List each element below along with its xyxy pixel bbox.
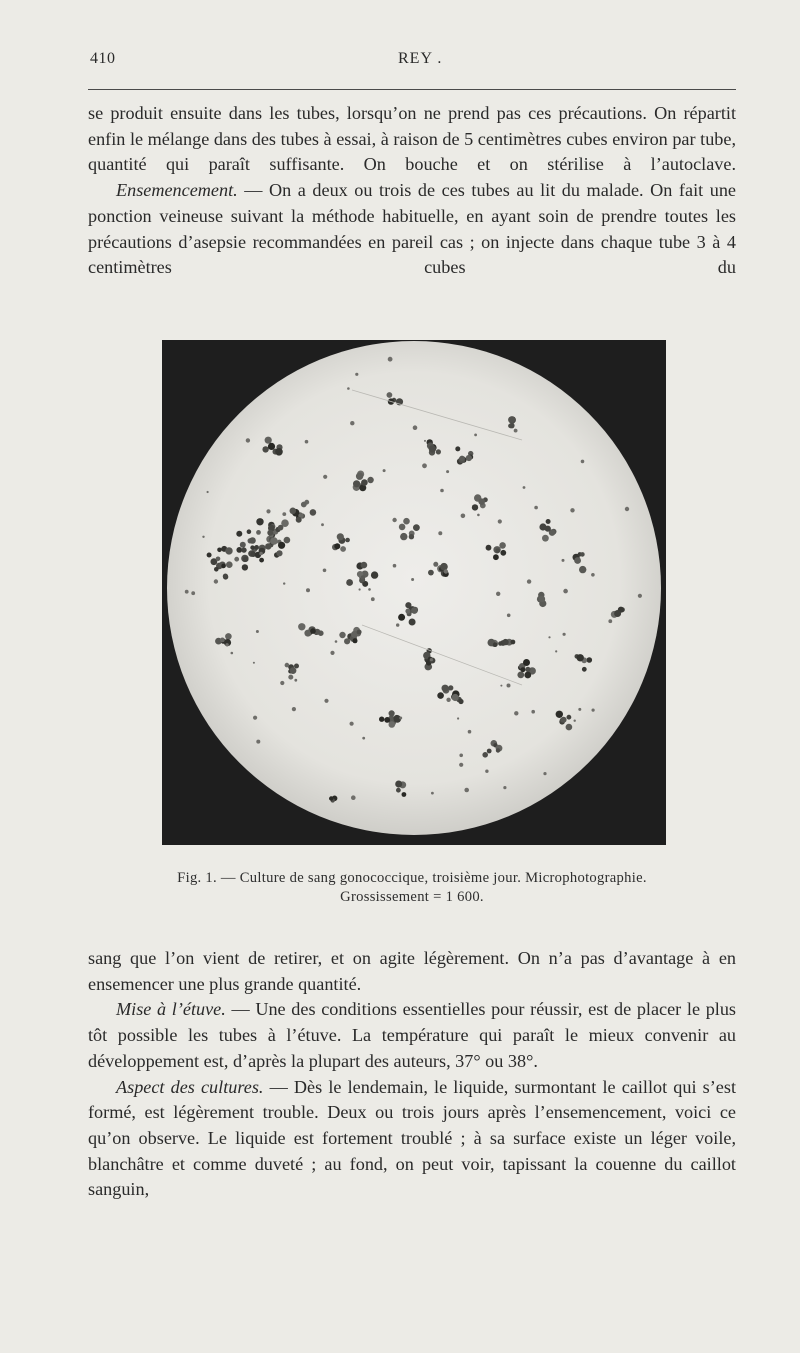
coccus-cell — [428, 570, 434, 576]
coccus-cell — [437, 692, 444, 699]
coccus-cell — [301, 502, 307, 508]
coccus-cell — [433, 562, 438, 567]
speck — [591, 573, 595, 577]
coccus-cell — [357, 630, 362, 635]
coccus-cell — [405, 609, 410, 614]
speck — [256, 740, 260, 744]
coccus-cell — [499, 542, 506, 549]
paragraph-text: — On a deux ou trois de ces tubes au lit du malade. On fait une ponction veineuse suivant la méthode habituelle, en ayant soin de prendre toutes les précautions d’asepsie recommandées en pareil cas ; on injecte dans chaque tube 3 à 4 centimètres cubes du — [88, 180, 736, 278]
coccus-cell — [539, 596, 546, 603]
coccus-cell — [436, 449, 441, 454]
coccus-cell — [254, 545, 259, 550]
coccus-cell — [267, 530, 273, 536]
coccus-cell — [249, 537, 256, 544]
speck — [500, 685, 502, 687]
coccus-cell — [217, 548, 222, 553]
coccus-cell — [580, 552, 585, 557]
speck — [574, 720, 576, 722]
page-number: 410 — [90, 50, 116, 67]
coccus-cell — [398, 614, 405, 621]
coccus-cell — [265, 437, 272, 444]
coccus-cell — [498, 641, 503, 646]
coccus-cell — [234, 557, 239, 562]
speck — [292, 707, 296, 711]
speck — [392, 518, 396, 522]
coccus-cell — [413, 524, 420, 531]
speck — [282, 512, 286, 516]
speck — [562, 559, 565, 562]
speck — [514, 711, 518, 715]
speck — [468, 730, 472, 734]
speck — [625, 507, 629, 511]
speck — [563, 633, 566, 636]
speck — [459, 763, 463, 767]
coccus-cell — [367, 477, 373, 483]
coccus-cell — [500, 550, 506, 556]
speck — [335, 640, 338, 643]
coccus-cell — [389, 710, 395, 716]
running-title: REY . — [398, 50, 443, 67]
speck — [431, 792, 434, 795]
coccus-cell — [284, 537, 291, 544]
speck — [231, 652, 234, 655]
coccus-cell — [487, 749, 492, 754]
coccus-cell — [411, 607, 418, 614]
coccus-cell — [361, 575, 366, 580]
speck — [266, 509, 270, 513]
coccus-cell — [214, 567, 219, 572]
speck — [362, 737, 365, 740]
speck — [438, 531, 442, 535]
speck — [259, 552, 263, 556]
paragraph-text: sang que l’on vient de retirer, et on agite légèrement. On n’a pas d’avantage à en ensemencer une plus grande quantité. — [88, 948, 736, 994]
coccus-cell — [472, 504, 478, 510]
coccus-cell — [285, 663, 290, 668]
coccus-cell — [520, 667, 525, 672]
paragraph — [88, 946, 736, 997]
coccus-cell — [256, 530, 261, 535]
speck — [592, 709, 595, 712]
speck — [514, 429, 516, 431]
speck — [323, 569, 327, 573]
paragraph-text: se produit ensuite dans les tubes, lorsqu’on ne prend pas ces précautions. On répartit enfin le mélange dans des tubes à essai, à raison de 5 centimètres cubes environ par tube, quantité qui paraît suffisante. On bouche et on stérilise à l’autoclave. — [88, 103, 736, 175]
coccus-cell — [400, 533, 407, 540]
speck — [371, 597, 375, 601]
coccus-cell — [396, 788, 401, 793]
speck — [548, 636, 550, 638]
speck — [498, 519, 502, 523]
coccus-cell — [221, 564, 226, 569]
speck — [608, 619, 612, 623]
coccus-cell — [539, 523, 546, 530]
speck — [359, 588, 361, 590]
coccus-cell — [220, 638, 225, 643]
speck — [351, 795, 356, 800]
speck — [283, 582, 285, 584]
coccus-cell — [508, 416, 515, 423]
coccus-cell — [455, 446, 460, 451]
speck — [225, 643, 228, 646]
speck — [555, 650, 557, 652]
speck — [347, 387, 350, 390]
coccus-cell — [353, 638, 358, 643]
coccus-cell — [399, 524, 406, 531]
coccus-cell — [361, 562, 368, 569]
speck — [306, 588, 310, 592]
paragraph-text: — Dès le lendemain, le liquide, surmontant le caillot qui s’est formé, est légèrement trouble. Deux ou trois jours après l’ensemencement, voici ce qu’on observe. Le liquide est fortement troublé ; à sa surface existe un léger voile, blanchâtre et comme duveté ; au fond, on peut voir, tapissant la couenne du caillot sanguin, — [88, 1076, 736, 1200]
header-rule — [88, 89, 736, 90]
coccus-cell — [361, 479, 368, 486]
coccus-cell — [344, 638, 350, 644]
coccus-cell — [566, 724, 573, 731]
coccus-cell — [290, 667, 297, 674]
section-heading: Mise à l’étuve. — [116, 999, 226, 1020]
speck — [581, 460, 585, 464]
coccus-cell — [466, 455, 472, 461]
coccus-cell — [379, 717, 384, 722]
speck — [457, 717, 459, 719]
speck — [527, 579, 531, 583]
coccus-cell — [310, 509, 317, 516]
paragraph — [88, 178, 736, 281]
coccus-cell — [448, 685, 453, 690]
coccus-cell — [288, 675, 293, 680]
text-block-top — [88, 101, 736, 281]
coccus-cell — [582, 667, 587, 672]
coccus-cell — [353, 480, 360, 487]
speck — [543, 772, 546, 775]
coccus-cell — [384, 717, 390, 723]
coccus-cell — [290, 508, 297, 515]
speck — [523, 486, 526, 489]
coccus-cell — [442, 685, 449, 692]
coccus-cell — [236, 531, 242, 537]
coccus-cell — [225, 547, 232, 554]
coccus-cell — [345, 538, 350, 543]
coccus-cell — [574, 557, 581, 564]
coccus-cell — [334, 543, 340, 549]
coccus-cell — [440, 563, 448, 571]
micrograph-image — [162, 340, 666, 845]
coccus-cell — [482, 752, 488, 758]
speck — [396, 623, 399, 626]
coccus-cell — [278, 542, 285, 549]
speck — [422, 463, 427, 468]
paragraph — [88, 101, 736, 178]
coccus-cell — [337, 533, 344, 540]
coccus-cell — [339, 632, 345, 638]
speck — [446, 698, 450, 702]
microscope-field — [167, 341, 661, 835]
speck — [461, 514, 466, 519]
speck — [413, 425, 418, 430]
coccus-cell — [403, 518, 410, 525]
coccus-cell — [242, 564, 248, 570]
coccus-cell — [496, 748, 500, 752]
text-block-bottom — [88, 946, 736, 1203]
coccus-cell — [298, 623, 305, 630]
coccus-cell — [556, 711, 563, 718]
coccus-cell — [517, 672, 524, 679]
speck — [477, 514, 480, 517]
coccus-cell — [356, 473, 363, 480]
coccus-cell — [389, 721, 396, 728]
speck — [474, 434, 477, 437]
coccus-cell — [614, 610, 621, 617]
paragraph — [88, 1075, 736, 1204]
coccus-cell — [275, 448, 283, 456]
coccus-cell — [265, 543, 271, 549]
speck — [207, 491, 209, 493]
coccus-cell — [329, 796, 333, 800]
speck — [256, 630, 259, 633]
speck — [570, 508, 574, 512]
coccus-cell — [276, 550, 282, 556]
speck — [578, 708, 581, 711]
caption-line: Fig. 1. — Culture de sang gonococcique, troisième jour. Microphotographie. — [177, 870, 647, 886]
speck — [330, 651, 334, 655]
paragraph — [88, 997, 736, 1074]
speck — [534, 506, 538, 510]
coccus-cell — [587, 657, 593, 663]
coccus-cell — [216, 557, 221, 562]
paragraph-text: — Une des conditions essentielles pour réussir, est de placer le plus tôt possible les tubes à l’étuve. La température qui paraît le mieux convenir au développement est, d’après la plupart des auteurs, 37° ou 38°. — [88, 999, 737, 1071]
speck — [294, 679, 297, 682]
speck — [459, 754, 463, 758]
speck — [485, 770, 488, 773]
speck — [191, 591, 195, 595]
coccus-cell — [247, 529, 252, 534]
coccus-cell — [478, 498, 485, 505]
coccus-cell — [493, 642, 498, 647]
speck — [368, 588, 371, 591]
coccus-cell — [524, 672, 531, 679]
coccus-cell — [493, 554, 499, 560]
speck — [214, 579, 218, 583]
coccus-cell — [240, 542, 246, 548]
speck — [424, 440, 426, 442]
coccus-cell — [502, 639, 508, 645]
coccus-cell — [270, 537, 278, 545]
figure-caption — [108, 869, 716, 907]
speck — [253, 716, 257, 720]
coccus-cell — [458, 699, 463, 704]
coccus-cell — [371, 571, 378, 578]
coccus-cell — [567, 715, 572, 720]
coccus-cell — [387, 392, 393, 398]
coccus-cell — [561, 717, 567, 723]
coccus-cell — [546, 519, 551, 524]
micrograph-figure — [162, 340, 666, 845]
speck — [507, 684, 511, 688]
speck — [440, 489, 444, 493]
speck — [444, 569, 448, 573]
caption-line: Grossissement = 1 600. — [340, 889, 484, 905]
coccus-cell — [409, 619, 416, 626]
coccus-cell — [226, 561, 233, 568]
coccus-cell — [346, 579, 353, 586]
coccus-cell — [452, 694, 459, 701]
speck — [399, 717, 402, 720]
coccus-cell — [579, 566, 586, 573]
speck — [411, 578, 414, 581]
speck — [383, 469, 386, 472]
speck — [185, 590, 189, 594]
coccus-cell — [223, 574, 228, 579]
speck — [563, 589, 568, 594]
coccus-cell — [542, 535, 549, 542]
coccus-cell — [241, 547, 246, 552]
speck — [246, 438, 250, 442]
speck — [324, 699, 328, 703]
speck — [388, 357, 393, 362]
speck — [507, 614, 511, 618]
coccus-cell — [259, 558, 264, 563]
speck — [321, 523, 324, 526]
section-heading: Aspect des cultures. — [116, 1076, 264, 1097]
speck — [496, 592, 500, 596]
speck — [531, 710, 535, 714]
speck — [202, 536, 204, 538]
speck — [253, 662, 255, 664]
coccus-cell — [509, 423, 515, 429]
coccus-cell — [268, 443, 275, 450]
coccus-cell — [525, 667, 530, 672]
coccus-cell — [395, 781, 402, 788]
speck — [464, 788, 469, 793]
coccus-cell — [225, 633, 232, 640]
coccus-cell — [523, 659, 530, 666]
coccus-cell — [511, 640, 516, 645]
speck — [323, 475, 327, 479]
speck — [446, 470, 449, 473]
coccus-cell — [429, 445, 436, 452]
coccus-cell — [486, 545, 492, 551]
coccus-cell — [250, 545, 254, 549]
speck — [350, 421, 354, 425]
speck — [280, 681, 284, 685]
coccus-cell — [262, 446, 268, 452]
coccus-cell — [577, 654, 584, 661]
coccus-cell — [402, 792, 407, 797]
speck — [430, 658, 433, 661]
speck — [350, 722, 354, 726]
section-heading: Ensemencement. — [116, 180, 238, 201]
coccus-cell — [256, 518, 263, 525]
coccus-cell — [340, 546, 346, 552]
coccus-cell — [495, 548, 500, 553]
coccus-cell — [243, 556, 249, 562]
speck — [638, 594, 642, 598]
coccus-cell — [207, 553, 212, 558]
coccus-cell — [409, 534, 414, 539]
coccus-cell — [310, 628, 316, 634]
speck — [393, 564, 397, 568]
speck — [305, 440, 309, 444]
speck — [355, 373, 358, 376]
speck — [503, 786, 506, 789]
coccus-cell — [296, 517, 302, 523]
coccus-cell — [459, 456, 464, 461]
page-header — [88, 50, 736, 74]
coccus-cell — [278, 525, 284, 531]
